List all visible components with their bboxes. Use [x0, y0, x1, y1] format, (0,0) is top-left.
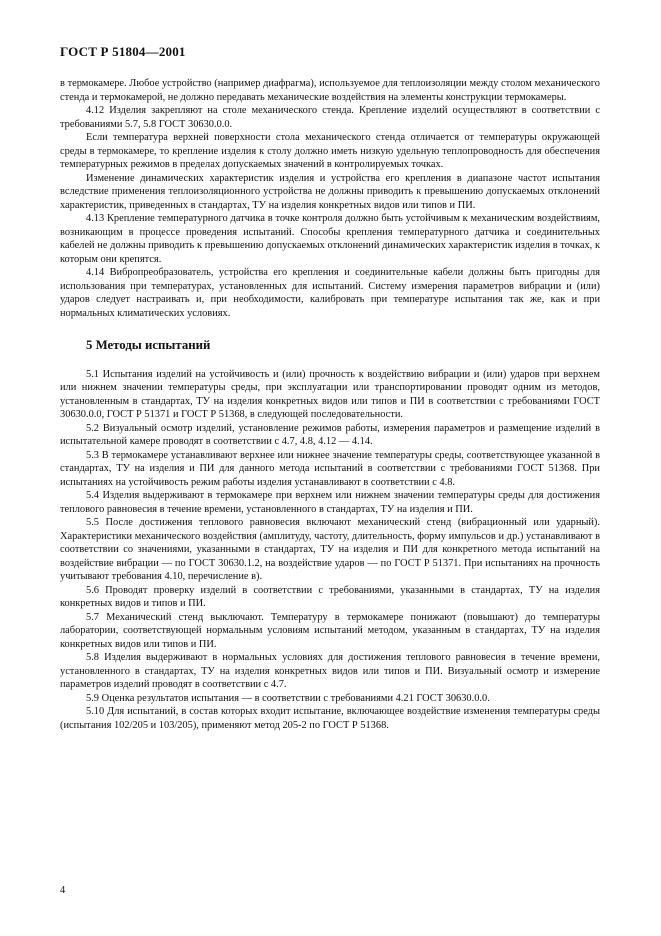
document-body: [60, 77, 600, 732]
paragraph-4-13: 4.13 Крепление температурного датчика в точке контроля должно быть устойчивым к механическим воздействиям, возникающим в процессе проведения испытаний. Способы крепления температурного датчика и соединительных кабелей не должны приводить к превышению допускаемых отклонений динамических характеристик изделия в точках, к которым они крепятся.: [60, 213, 600, 265]
paragraph-5-7: 5.7 Механический стенд выключают. Температуру в термокамере понижают (повышают) до температуры лаборатории, соответствующей нормальным условиям испытаний методом, указанным в стандартах, ТУ на изделия конкретных видов или типов и ПИ.: [60, 611, 600, 650]
paragraph-4-12-temp: Если температура верхней поверхности стола механического стенда отличается от температуры окружающей среды в термокамере, то крепление изделия к столу должно иметь низкую удельную теплопроводность для обеспечения температурных режимов в пределах допускаемых значений в контролируемых точках.: [60, 132, 600, 170]
paragraph-4-12: 4.12 Изделия закрепляют на столе механического стенда. Крепление изделий осуществляют в соответствии с требованиями 5.7, 5.8 ГОСТ 30630.0.0.: [60, 105, 600, 130]
paragraph-5-3: 5.3 В термокамере устанавливают верхнее или нижнее значение температуры среды, соответствующее указанной в стандартах, ТУ на изделия и ПИ для данного метода испытаний в соответствии с требованиями ГОСТ 51368. При испытаниях на устойчивость режим работы изделия устанавливают в соответствии с 4.8.: [60, 449, 600, 488]
paragraph-5-8: 5.8 Изделия выдерживают в нормальных условиях для достижения теплового равновесия в течение времени, установленного в стандартах, ТУ на изделия конкретных видов или типов и ПИ. Визуальный осмотр и измерение параметров изделий проводят в соответствии с 4.7.: [60, 652, 600, 690]
page-number: 4: [60, 885, 66, 896]
paragraph-5-2: 5.2 Визуальный осмотр изделий, установление режимов работы, измерения параметров и размещение изделий в испытательной камере проводят в соответствии с 4.7, 4.8, 4.12 — 4.14.: [60, 422, 600, 447]
paragraph-5-9: 5.9 Оценка результатов испытания — в соответствии с требованиями 4.21 ГОСТ 30630.0.0.: [86, 692, 490, 704]
paragraph-5-6: 5.6 Проводят проверку изделий в соответствии с требованиями, указанными в стандартах, ТУ на изделия конкретных видов и типов и ПИ.: [60, 584, 600, 609]
paragraph-continuation: в термокамере. Любое устройство (например диафрагма), используемое для теплоизоляции между столом механического стенда и термокамерой, не должно передавать механические воздействия на элементы конструкции термокамеры.: [60, 78, 600, 103]
document-header: ГОСТ Р 51804—2001: [60, 44, 186, 59]
section-title: 5 Методы испытаний: [86, 338, 211, 352]
paragraph-5-10: 5.10 Для испытаний, в состав которых входит испытание, включающее воздействие изменения температуры среды (испытания 102/205 и 103/205), применяют метод 205-2 по ГОСТ Р 51368.: [60, 706, 600, 731]
paragraph-4-14: 4.14 Вибропреобразователь, устройства его крепления и соединительные кабели должны быть пригодны для использования при температурах, установленных для испытаний. Систему измерения параметров вибрации и (или) ударов следует настраивать и, при необходимости, калибровать при температуре испытания так же, как и при нормальных климатических условиях.: [60, 267, 600, 319]
paragraph-5-5: 5.5 После достижения теплового равновесия включают механический стенд (вибрационный или ударный). Характеристики механического воздействия (амплитуду, частоту, длительность, форму импульсов и др.) устанавливают в соответствии со значениями, указанными в стандартах, ТУ на изделия и ПИ для конкретного метода испытаний на воздействие вибрации — по ГОСТ 30630.1.2, на воздействие ударов — по ГОСТ Р 51371. При испытаниях на прочность учитывают требования 4.10, перечисление в).: [60, 517, 600, 582]
paragraph-5-1: 5.1 Испытания изделий на устойчивость и (или) прочность к воздействию вибрации и (или) ударов при верхнем или нижнем значении температуры среды, при эксплуатации или транспортировании проводят одним из методов, установленным в стандартах, ТУ на изделия конкретных видов или типов и ПИ в соответствии с требованиями ГОСТ 30630.0.0, ГОСТ Р 51371 и ГОСТ Р 51368, в следующей последовательности.: [60, 368, 600, 420]
paragraph-5-4: 5.4 Изделия выдерживают в термокамере при верхнем или нижнем значении температуры среды для достижения теплового равновесия в течение времени, установленного в стандартах, ТУ на изделия и ПИ.: [60, 490, 600, 515]
paragraph-4-12-dynamic: Изменение динамических характеристик изделия и устройства его крепления в диапазоне частот испытания вследствие применения теплоизоляционного устройства не должны приводить к превышению допускаемых отклонений характеристик, приведенных в стандартах, ТУ на изделия конкретных видов или типов и ПИ.: [60, 172, 600, 211]
